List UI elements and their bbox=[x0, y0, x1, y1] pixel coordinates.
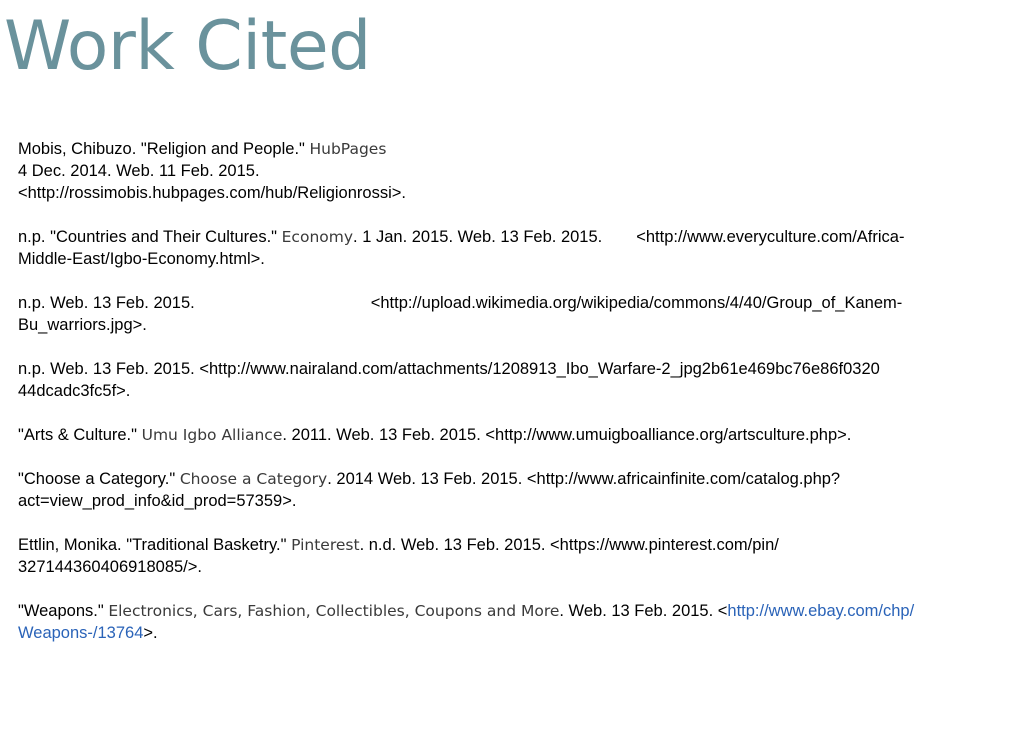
citation-dates: . 1 Jan. 2015. Web. 13 Feb. 2015. bbox=[353, 228, 603, 246]
citation-entry-7 bbox=[18, 534, 993, 578]
citation-url-continued: 327144360406918085/>. bbox=[18, 558, 202, 576]
ebay-weapons-link[interactable]: http://www.ebay.com/chp/ bbox=[727, 602, 915, 620]
citation-line bbox=[18, 468, 993, 490]
citation-url-continued: Bu_warriors.jpg>. bbox=[18, 316, 147, 334]
citation-line bbox=[18, 534, 993, 556]
citation-title: "Choose a Category." bbox=[18, 470, 176, 488]
citation-line bbox=[18, 226, 993, 248]
citation-entry-3 bbox=[18, 292, 993, 336]
citation-author-title: Mobis, Chibuzo. "Religion and People." bbox=[18, 140, 305, 158]
citation-title: n.p. "Countries and Their Cultures." bbox=[18, 228, 278, 246]
citation-site-name: Pinterest bbox=[291, 536, 360, 554]
citation-rest: . n.d. Web. 13 Feb. 2015. <https://www.pinterest.com/pin/ bbox=[359, 536, 779, 554]
ebay-weapons-link-continued[interactable]: Weapons-/13764 bbox=[18, 624, 144, 642]
citation-entry-6 bbox=[18, 468, 993, 512]
citation-rest: . 2011. Web. 13 Feb. 2015. <http://www.umuigboalliance.org/artsculture.php>. bbox=[282, 426, 852, 444]
citation-entry-5 bbox=[18, 424, 993, 446]
citation-rest: . 2014 Web. 13 Feb. 2015. <http://www.africainfinite.com/catalog.php? bbox=[327, 470, 841, 488]
citation-entry-4 bbox=[18, 358, 993, 402]
works-cited-list bbox=[18, 138, 993, 666]
citation-site-name: Umu Igbo Alliance bbox=[141, 426, 283, 444]
citation-url: <http://upload.wikimedia.org/wikipedia/commons/4/40/Group_of_Kanem- bbox=[370, 294, 903, 312]
citation-url: <http://www.everyculture.com/Africa- bbox=[636, 228, 905, 246]
citation-dates: 4 Dec. 2014. Web. 11 Feb. 2015. bbox=[18, 162, 260, 180]
citation-line bbox=[18, 292, 993, 314]
citation-line bbox=[18, 424, 993, 446]
citation-rest: . Web. 13 Feb. 2015. < bbox=[559, 602, 728, 620]
citation-site-name: Electronics, Cars, Fashion, Collectibles, Coupons and More bbox=[108, 602, 560, 620]
citation-entry-1 bbox=[18, 138, 993, 204]
page-title: Work Cited bbox=[4, 7, 371, 86]
citation-dates: n.p. Web. 13 Feb. 2015. bbox=[18, 294, 195, 312]
citation-title: "Arts & Culture." bbox=[18, 426, 137, 444]
citation-url-continued: act=view_prod_info&id_prod=57359>. bbox=[18, 492, 297, 510]
citation-site-name: HubPages bbox=[309, 140, 387, 158]
citation-line bbox=[18, 600, 993, 622]
citation-end: >. bbox=[143, 624, 158, 642]
citation-entry-8 bbox=[18, 600, 993, 644]
citation-author-title: Ettlin, Monika. "Traditional Basketry." bbox=[18, 536, 287, 554]
citation-site-name: Economy bbox=[281, 228, 354, 246]
citation-line bbox=[18, 622, 993, 644]
citation-url: <http://rossimobis.hubpages.com/hub/Religionrossi>. bbox=[18, 184, 406, 202]
citation-line bbox=[18, 138, 993, 160]
citation-site-name: Choose a Category bbox=[179, 470, 328, 488]
citation-url-continued: 44dcadc3fc5f>. bbox=[18, 382, 131, 400]
citation-line: n.p. Web. 13 Feb. 2015. <http://www.nairaland.com/attachments/1208913_Ibo_Warfare-2_jpg2b61e469bc76e86f0320 bbox=[18, 360, 880, 378]
citation-title: "Weapons." bbox=[18, 602, 104, 620]
citation-entry-2 bbox=[18, 226, 993, 270]
citation-url-continued: Middle-East/Igbo-Economy.html>. bbox=[18, 250, 265, 268]
